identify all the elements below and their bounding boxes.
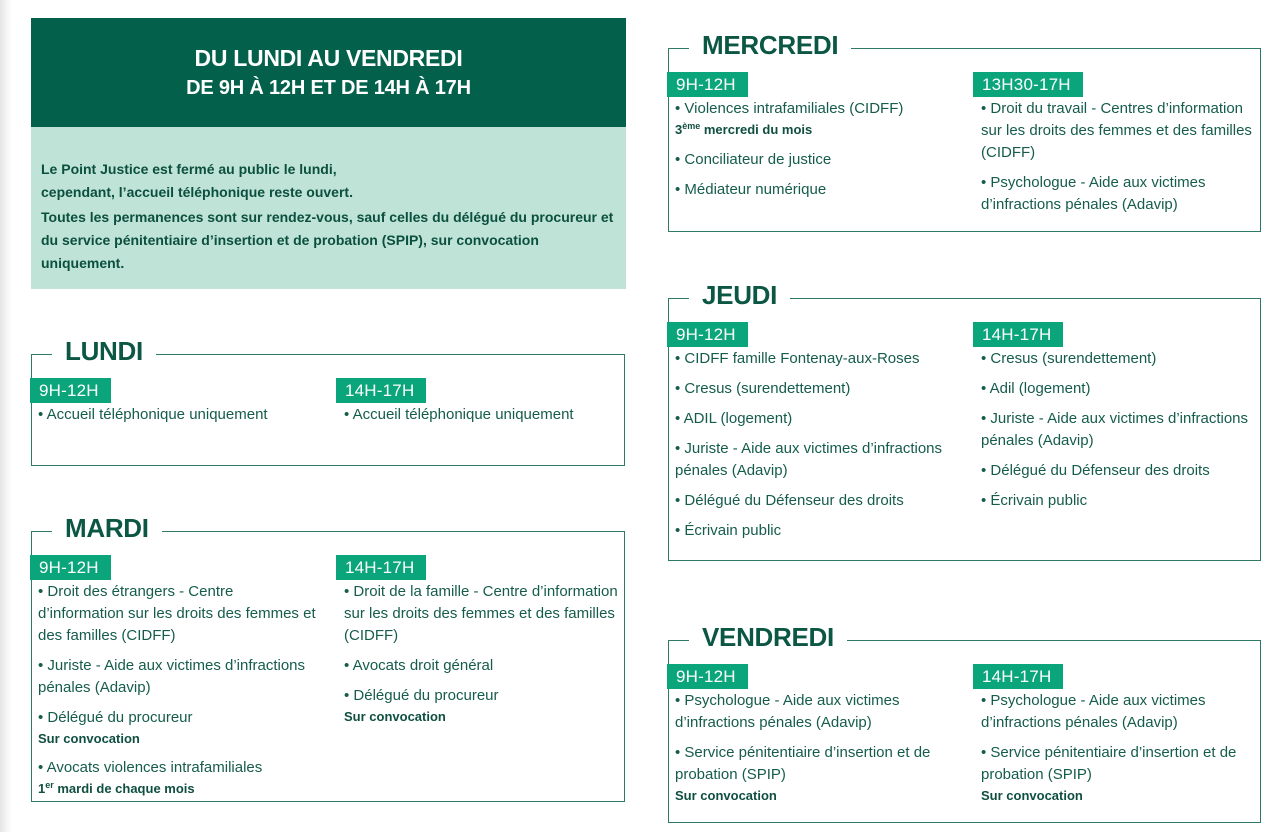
service-item: [675, 348, 957, 370]
service-item: [675, 408, 957, 430]
service-list: [973, 689, 1263, 806]
day-box-jeudi: [668, 280, 1261, 561]
service-name: • Accueil téléphonique uniquement: [344, 406, 574, 423]
service-name: • ADIL (logement): [675, 410, 793, 427]
service-name: • Cresus (surendettement): [675, 380, 851, 397]
service-name: • Psychologue - Aide aux victimes d’infractions pénales (Adavip): [675, 692, 900, 731]
service-item: [675, 742, 957, 806]
time-badge: 9H-12H: [667, 322, 748, 347]
service-name: • Délégué du Défenseur des droits: [981, 462, 1210, 479]
slot-mardi-am: [30, 555, 320, 808]
service-item: [981, 348, 1263, 370]
day-box-mardi: [31, 513, 625, 802]
service-item: [981, 690, 1263, 734]
info-closure-line2: cependant, l’accueil téléphonique reste ouvert.: [41, 184, 353, 200]
service-name: • Avocats droit général: [344, 657, 494, 674]
service-name: • Adil (logement): [981, 380, 1091, 397]
day-title-lundi: LUNDI: [52, 333, 156, 369]
service-name: • Médiateur numérique: [675, 181, 827, 198]
service-name: • Écrivain public: [675, 522, 782, 539]
service-item: [344, 685, 626, 727]
service-item: [38, 707, 320, 749]
day-title-vendredi: VENDREDI: [689, 619, 847, 655]
service-list: [667, 689, 957, 806]
service-item: [981, 172, 1263, 216]
service-item: [981, 378, 1263, 400]
service-item: [38, 655, 320, 699]
banner-title: DU LUNDI AU VENDREDI: [194, 45, 463, 71]
slot-vendredi-pm: [973, 664, 1263, 814]
time-badge: 13H30-17H: [973, 72, 1083, 97]
service-name: • Service pénitentiaire d’insertion et de probation (SPIP): [675, 744, 931, 783]
left-edge-shadow: [0, 0, 12, 832]
service-name: • Conciliateur de justice: [675, 151, 832, 168]
service-note: Sur convocation: [38, 731, 140, 746]
note-ordinal-number: 1: [38, 781, 46, 796]
note-text: mercredi du mois: [700, 122, 813, 137]
service-name: • Délégué du procureur: [344, 687, 499, 704]
service-item: [344, 404, 626, 426]
slot-jeudi-am: [667, 322, 957, 550]
service-item: [675, 179, 957, 201]
service-item: [38, 404, 320, 426]
note-text: mardi de chaque mois: [53, 781, 195, 796]
time-badge: 14H-17H: [336, 378, 426, 403]
service-note: Sur convocation: [675, 788, 777, 803]
service-list: [973, 97, 1263, 216]
service-note: Sur convocation: [981, 788, 1083, 803]
service-list: [336, 403, 626, 426]
banner-info: [31, 127, 626, 289]
service-name: • Droit des étrangers - Centre d’information sur les droits des femmes et des familles (CIDFF): [38, 583, 316, 644]
service-note: Sur convocation: [344, 709, 446, 724]
slot-lundi-am: [30, 378, 320, 434]
slot-mardi-pm: [336, 555, 626, 735]
service-list: [667, 97, 957, 201]
service-name: • Écrivain public: [981, 492, 1088, 509]
service-item: [344, 655, 626, 677]
service-name: • Délégué du procureur: [38, 709, 193, 726]
service-schedule-note: [675, 120, 957, 141]
day-box-mercredi: [668, 30, 1261, 232]
service-item: [981, 490, 1263, 512]
slot-vendredi-am: [667, 664, 957, 814]
time-badge: 14H-17H: [973, 322, 1063, 347]
service-item: [38, 581, 320, 647]
service-list: [336, 580, 626, 727]
time-badge: 14H-17H: [336, 555, 426, 580]
service-item: [981, 408, 1263, 452]
info-paragraph-appointments: Toutes les permanences sont sur rendez-vous, sauf celles du délégué du procureur et du service pénitentiaire d’insertion et de probation (SPIP), sur convocation uniquement.: [41, 209, 614, 271]
time-badge: 9H-12H: [30, 378, 111, 403]
slot-mercredi-am: [667, 72, 957, 209]
service-name: • Accueil téléphonique uniquement: [38, 406, 268, 423]
service-name: • Droit de la famille - Centre d’information sur les droits des femmes et des familles (CIDFF): [344, 583, 618, 644]
service-item: [981, 742, 1263, 806]
time-badge: 9H-12H: [667, 72, 748, 97]
service-list: [30, 403, 320, 426]
slot-mercredi-pm: [973, 72, 1263, 224]
service-item: [344, 581, 626, 647]
day-box-lundi: [31, 336, 625, 466]
banner-header: [31, 18, 626, 127]
info-paragraph-closure: [41, 158, 616, 204]
note-ordinal-suffix: ème: [682, 121, 701, 131]
opening-hours-banner: [31, 18, 626, 289]
banner-subtitle: DE 9H À 12H ET DE 14H À 17H: [186, 77, 471, 99]
service-name: • Délégué du Défenseur des droits: [675, 492, 904, 509]
service-name: • Psychologue - Aide aux victimes d’infractions pénales (Adavip): [981, 174, 1206, 213]
day-title-mercredi: MERCREDI: [689, 27, 851, 63]
service-item: [675, 378, 957, 400]
time-badge: 9H-12H: [30, 555, 111, 580]
note-ordinal-suffix: er: [45, 780, 54, 790]
service-item: [38, 757, 320, 800]
service-name: • Droit du travail - Centres d’information sur les droits des femmes et des familles (CIDFF): [981, 100, 1252, 161]
service-name: • Cresus (surendettement): [981, 350, 1157, 367]
service-item: [675, 149, 957, 171]
service-name: • Juriste - Aide aux victimes d’infractions pénales (Adavip): [675, 440, 943, 479]
service-name: • Juriste - Aide aux victimes d’infractions pénales (Adavip): [38, 657, 306, 696]
day-box-vendredi: [668, 622, 1261, 823]
service-name: • Service pénitentiaire d’insertion et de probation (SPIP): [981, 744, 1237, 783]
service-name: • Juriste - Aide aux victimes d’infractions pénales (Adavip): [981, 410, 1249, 449]
day-title-mardi: MARDI: [52, 510, 162, 546]
service-item: [675, 98, 957, 141]
time-badge: 9H-12H: [667, 664, 748, 689]
note-ordinal-number: 3: [675, 122, 683, 137]
service-schedule-note: [38, 779, 320, 800]
service-item: [675, 520, 957, 542]
day-title-jeudi: JEUDI: [689, 277, 790, 313]
slot-lundi-pm: [336, 378, 626, 434]
info-closure-line1: Le Point Justice est fermé au public le lundi,: [41, 161, 337, 177]
service-name: • CIDFF famille Fontenay-aux-Roses: [675, 350, 920, 367]
service-item: [675, 490, 957, 512]
service-name: • Violences intrafamiliales (CIDFF): [675, 100, 904, 117]
service-item: [675, 690, 957, 734]
service-list: [30, 580, 320, 800]
service-item: [981, 98, 1263, 164]
service-item: [675, 438, 957, 482]
service-list: [667, 347, 957, 542]
service-name: • Avocats violences intrafamiliales: [38, 759, 263, 776]
service-name: • Psychologue - Aide aux victimes d’infractions pénales (Adavip): [981, 692, 1206, 731]
service-list: [973, 347, 1263, 512]
slot-jeudi-pm: [973, 322, 1263, 520]
time-badge: 14H-17H: [973, 664, 1063, 689]
service-item: [981, 460, 1263, 482]
